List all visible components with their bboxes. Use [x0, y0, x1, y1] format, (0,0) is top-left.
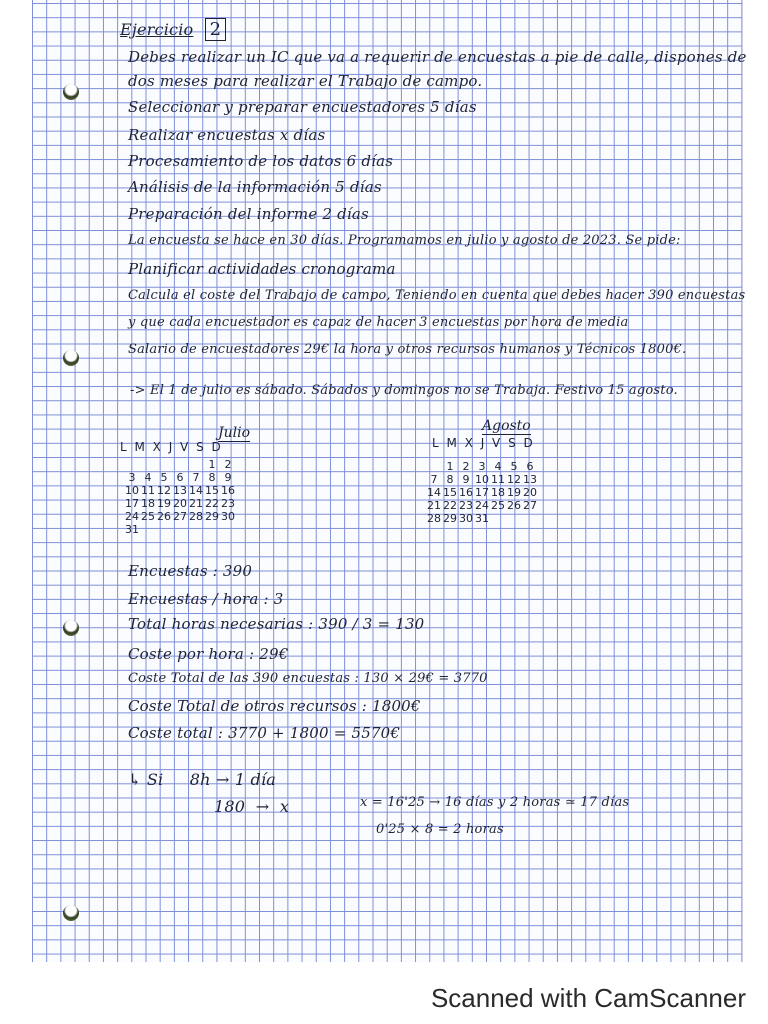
exercise-title [120, 18, 226, 41]
calendar-day: 31 [125, 523, 139, 536]
calendar-day: 1 [208, 458, 216, 471]
calendar-week-row [426, 460, 538, 473]
calendar-day: 5 [510, 460, 518, 473]
task-line: Calcula el coste del Trabajo de campo, Teniendo en cuenta que debes hacer 390 encuestas [128, 288, 746, 303]
calc-line: Encuestas : 390 [128, 562, 253, 580]
calendar-day: 18 [491, 486, 505, 499]
calendar-day: 22 [443, 499, 457, 512]
note-line: -> El 1 de julio es sábado. Sábados y domingos no se Trabaja. Festivo 15 agosto. [130, 383, 678, 398]
calendar-day: 29 [443, 512, 457, 525]
calendar-title-agosto: Agosto [482, 418, 531, 434]
calendar-day: 19 [157, 497, 171, 510]
calc-line: Coste por hora : 29€ [128, 645, 289, 663]
calc-line: Coste total : 3770 + 1800 = 5570€ [128, 724, 401, 742]
binder-hole [63, 620, 79, 636]
exercise-number-box: 2 [205, 18, 227, 41]
calendar-julio [124, 458, 236, 536]
calendar-day: 9 [462, 473, 470, 486]
binder-hole [63, 350, 79, 366]
calendar-day: 30 [459, 512, 473, 525]
activity-line: Procesamiento de los datos 6 días [128, 152, 394, 170]
calc-line: Total horas necesarias : 390 / 3 = 130 [128, 615, 425, 633]
calendar-day: 27 [173, 510, 187, 523]
calendar-day: 13 [523, 473, 537, 486]
calendar-week-row [124, 523, 236, 536]
calendar-day: 12 [507, 473, 521, 486]
calendar-day: 8 [208, 471, 216, 484]
calendar-day [506, 512, 522, 525]
calendar-day: 25 [491, 499, 505, 512]
calendar-day [140, 458, 156, 471]
camscanner-watermark: Scanned with CamScanner [430, 983, 746, 1013]
calendar-day: 7 [192, 471, 200, 484]
calendar-title-julio: Julio [218, 425, 251, 441]
exercise-title-word: Ejercicio [120, 20, 194, 39]
calc-line: Coste Total de otros recursos : 1800€ [128, 697, 421, 715]
calendar-day: 2 [224, 458, 232, 471]
calendar-week-row [124, 484, 236, 497]
calendar-day: 17 [125, 497, 139, 510]
calendar-day: 20 [173, 497, 187, 510]
calendar-day: 23 [221, 497, 235, 510]
calendar-day: 24 [475, 499, 489, 512]
statement-line: dos meses para realizar el Trabajo de campo. [128, 72, 483, 90]
calendar-day: 28 [427, 512, 441, 525]
calendar-day [188, 458, 204, 471]
statement-line: La encuesta se hace en 30 días. Programamos en julio y agosto de 2023. Se pide: [128, 233, 681, 248]
calendar-day: 4 [494, 460, 502, 473]
calendar-day [140, 523, 156, 536]
calendar-day: 8 [446, 473, 454, 486]
calendar-day: 24 [125, 510, 139, 523]
calendar-day: 18 [141, 497, 155, 510]
calc-line: Encuestas / hora : 3 [128, 590, 284, 608]
calendar-day: 6 [176, 471, 184, 484]
calendar-day [426, 460, 442, 473]
activity-line: Análisis de la información 5 días [128, 178, 382, 196]
calc-line: Coste Total de las 390 encuestas : 130 × 29€ = 3770 [128, 671, 488, 686]
calendar-day: 2 [462, 460, 470, 473]
activity-line: Realizar encuestas x días [128, 126, 326, 144]
calendar-day: 23 [459, 499, 473, 512]
calendar-day: 6 [526, 460, 534, 473]
calendar-day: 11 [141, 484, 155, 497]
calendar-day: 20 [523, 486, 537, 499]
task-line: Salario de encuestadores 29€ la hora y otros recursos humanos y Técnicos 1800€. [128, 342, 687, 357]
calendar-day: 26 [157, 510, 171, 523]
calendar-weekdays-julio: L M X J V S D [120, 440, 221, 454]
calendar-day: 13 [173, 484, 187, 497]
calendar-day [522, 512, 538, 525]
calendar-day [220, 523, 236, 536]
calendar-week-row [426, 512, 538, 525]
calendar-day: 3 [128, 471, 136, 484]
calendar-day: 9 [224, 471, 232, 484]
calendar-day [124, 458, 140, 471]
calendar-week-row [426, 486, 538, 499]
calendar-weekdays-agosto: L M X J V S D [432, 436, 533, 450]
task-line: Planificar actividades cronograma [128, 260, 396, 278]
calendar-day [172, 523, 188, 536]
rule-of-three-result: x = 16'25 → 16 días y 2 horas ≃ 17 días [360, 795, 630, 810]
calendar-day: 14 [427, 486, 441, 499]
rule-of-three-line: 180 → x [214, 797, 290, 816]
calendar-day: 17 [475, 486, 489, 499]
rule-of-three-result: 0'25 × 8 = 2 horas [376, 822, 504, 837]
calendar-day: 29 [205, 510, 219, 523]
calendar-day [188, 523, 204, 536]
calendar-day: 12 [157, 484, 171, 497]
calendar-day: 10 [475, 473, 489, 486]
calendar-day: 21 [189, 497, 203, 510]
binder-hole [63, 905, 79, 921]
calendar-day: 4 [144, 471, 152, 484]
calendar-day: 15 [443, 486, 457, 499]
calendar-day: 22 [205, 497, 219, 510]
calendar-day: 7 [430, 473, 438, 486]
activity-line: Preparación del informe 2 días [128, 205, 369, 223]
calendar-day: 1 [446, 460, 454, 473]
calendar-day: 10 [125, 484, 139, 497]
calendar-week-row [124, 510, 236, 523]
calendar-day [172, 458, 188, 471]
calendar-day: 21 [427, 499, 441, 512]
calendar-day: 15 [205, 484, 219, 497]
calendar-week-row [124, 497, 236, 510]
calendar-day: 26 [507, 499, 521, 512]
calendar-week-row [426, 473, 538, 486]
activity-line: Seleccionar y preparar encuestadores 5 días [128, 98, 477, 116]
calendar-day: 25 [141, 510, 155, 523]
rule-of-three-line: ↳ Si 8h → 1 día [128, 770, 277, 789]
calendar-day: 27 [523, 499, 537, 512]
calendar-week-row [124, 458, 236, 471]
calendar-day: 14 [189, 484, 203, 497]
graph-paper-sheet [32, 0, 747, 962]
calendar-day: 19 [507, 486, 521, 499]
calendar-week-row [124, 471, 236, 484]
calendar-day: 28 [189, 510, 203, 523]
binder-hole [63, 84, 79, 100]
statement-line: Debes realizar un IC que va a requerir de encuestas a pie de calle, dispones de [128, 48, 747, 66]
calendar-day: 3 [478, 460, 486, 473]
calendar-day: 16 [459, 486, 473, 499]
task-line: y que cada encuestador es capaz de hacer 3 encuestas por hora de media [128, 315, 629, 330]
calendar-day: 11 [491, 473, 505, 486]
calendar-week-row [426, 499, 538, 512]
calendar-day: 16 [221, 484, 235, 497]
calendar-day [156, 523, 172, 536]
calendar-day: 30 [221, 510, 235, 523]
calendar-day [204, 523, 220, 536]
calendar-day [156, 458, 172, 471]
calendar-day [490, 512, 506, 525]
calendar-day: 31 [475, 512, 489, 525]
calendar-day: 5 [160, 471, 168, 484]
calendar-agosto [426, 460, 538, 525]
